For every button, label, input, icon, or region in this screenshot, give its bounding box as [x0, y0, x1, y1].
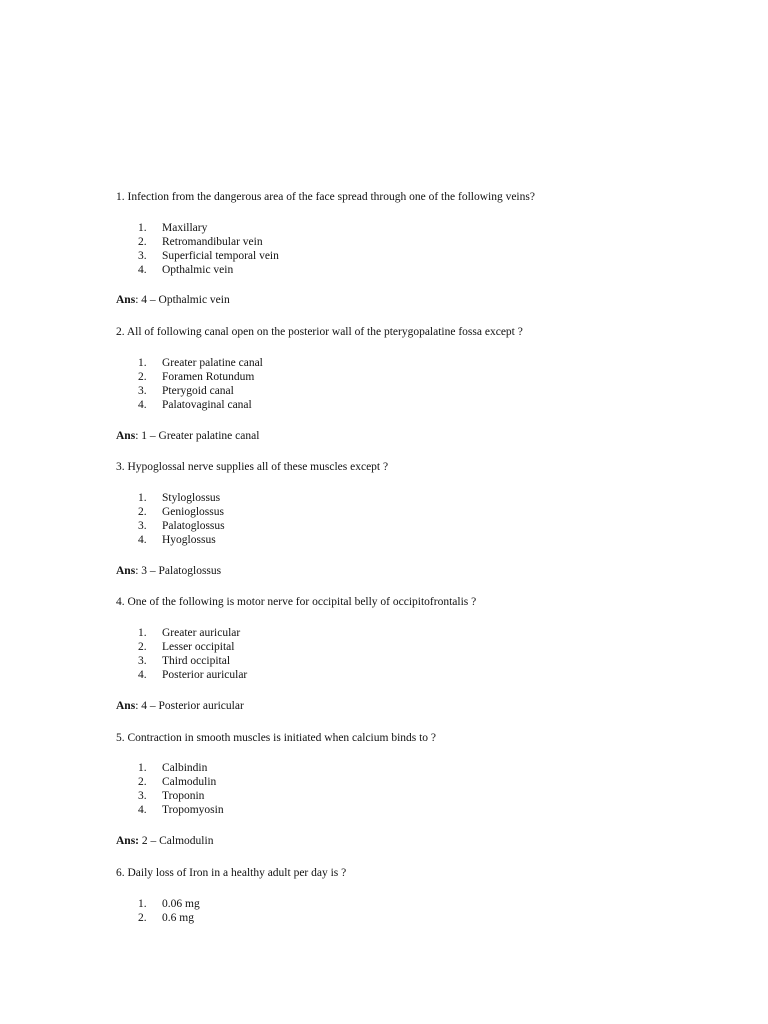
question-1-options — [138, 221, 279, 277]
option-number: 2. — [138, 776, 147, 788]
question-3-answer — [116, 564, 221, 578]
option-number: 2. — [138, 506, 147, 518]
option-text: Greater auricular — [162, 627, 241, 639]
option-text: Troponin — [162, 790, 205, 802]
option-number: 2. — [138, 371, 147, 383]
list-item — [138, 519, 225, 533]
option-text: Tropomyosin — [162, 804, 224, 816]
list-item — [138, 505, 225, 519]
option-number: 4. — [138, 264, 147, 276]
list-item — [138, 803, 224, 817]
list-item — [138, 775, 224, 789]
question-1-answer — [116, 293, 230, 307]
option-number: 2. — [138, 912, 147, 924]
list-item — [138, 761, 224, 775]
option-number: 4. — [138, 399, 147, 411]
option-text: Posterior auricular — [162, 669, 248, 681]
question-3-text: 3. Hypoglossal nerve supplies all of these muscles except ? — [116, 461, 389, 473]
list-item — [138, 384, 263, 398]
option-text: Pterygoid canal — [162, 385, 234, 397]
option-text: Greater palatine canal — [162, 357, 263, 369]
option-text: Superficial temporal vein — [162, 250, 279, 262]
question-3-options — [138, 491, 225, 547]
list-item — [138, 263, 279, 277]
answer-text: 2 – Calmodulin — [139, 835, 214, 847]
option-number: 1. — [138, 492, 147, 504]
option-number: 3. — [138, 790, 147, 802]
answer-label: Ans — [116, 294, 136, 306]
option-number: 3. — [138, 655, 147, 667]
answer-label: Ans: — [116, 835, 140, 847]
question-5-answer — [116, 834, 213, 848]
answer-text: : 3 – Palatoglossus — [135, 565, 222, 577]
option-text: Palatovaginal canal — [162, 399, 252, 411]
option-text: Hyoglossus — [162, 534, 216, 546]
list-item — [138, 491, 225, 505]
list-item — [138, 249, 279, 263]
option-number: 3. — [138, 250, 147, 262]
option-number: 4. — [138, 669, 147, 681]
list-item — [138, 356, 263, 370]
list-item — [138, 640, 247, 654]
option-number: 1. — [138, 627, 147, 639]
list-item — [138, 911, 200, 925]
question-6-options — [138, 897, 200, 925]
list-item — [138, 789, 224, 803]
option-text: Maxillary — [162, 222, 208, 234]
question-2-options — [138, 356, 263, 412]
list-item — [138, 533, 225, 547]
question-5-text: 5. Contraction in smooth muscles is initiated when calcium binds to ? — [116, 732, 437, 744]
option-number: 1. — [138, 762, 147, 774]
option-number: 1. — [138, 898, 147, 910]
option-number: 3. — [138, 520, 147, 532]
question-6-text: 6. Daily loss of Iron in a healthy adult per day is ? — [116, 867, 347, 879]
answer-label: Ans — [116, 700, 136, 712]
list-item — [138, 221, 279, 235]
list-item — [138, 897, 200, 911]
option-number: 1. — [138, 357, 147, 369]
answer-label: Ans — [116, 565, 136, 577]
option-text: Lesser occipital — [162, 641, 235, 653]
question-2-answer — [116, 429, 259, 443]
list-item — [138, 626, 247, 640]
question-2-text: 2. All of following canal open on the posterior wall of the pterygopalatine fossa except ? — [116, 326, 523, 338]
option-text: Retromandibular vein — [162, 236, 263, 248]
option-text: Third occipital — [162, 655, 231, 667]
option-number: 4. — [138, 534, 147, 546]
list-item — [138, 654, 247, 668]
option-text: Calbindin — [162, 762, 208, 774]
question-4-options — [138, 626, 247, 682]
option-number: 4. — [138, 804, 147, 816]
option-text: Genioglossus — [162, 506, 224, 518]
list-item — [138, 668, 247, 682]
option-number: 2. — [138, 236, 147, 248]
list-item — [138, 370, 263, 384]
option-text: 0.06 mg — [162, 898, 200, 910]
answer-text: : 4 – Posterior auricular — [135, 700, 244, 712]
answer-text: : 4 – Opthalmic vein — [135, 294, 230, 306]
answer-label: Ans — [116, 430, 136, 442]
question-4-text: 4. One of the following is motor nerve for occipital belly of occipitofrontalis ? — [116, 596, 477, 608]
option-number: 2. — [138, 641, 147, 653]
option-text: Palatoglossus — [162, 520, 225, 532]
question-1-text: 1. Infection from the dangerous area of the face spread through one of the following veins? — [116, 191, 535, 203]
option-text: Opthalmic vein — [162, 264, 234, 276]
question-5-options — [138, 761, 224, 817]
option-text: 0.6 mg — [162, 912, 194, 924]
option-number: 3. — [138, 385, 147, 397]
option-text: Calmodulin — [162, 776, 217, 788]
option-number: 1. — [138, 222, 147, 234]
question-4-answer — [116, 699, 244, 713]
option-text: Styloglossus — [162, 492, 221, 504]
answer-text: : 1 – Greater palatine canal — [135, 430, 260, 442]
option-text: Foramen Rotundum — [162, 371, 255, 383]
list-item — [138, 235, 279, 249]
list-item — [138, 398, 263, 412]
